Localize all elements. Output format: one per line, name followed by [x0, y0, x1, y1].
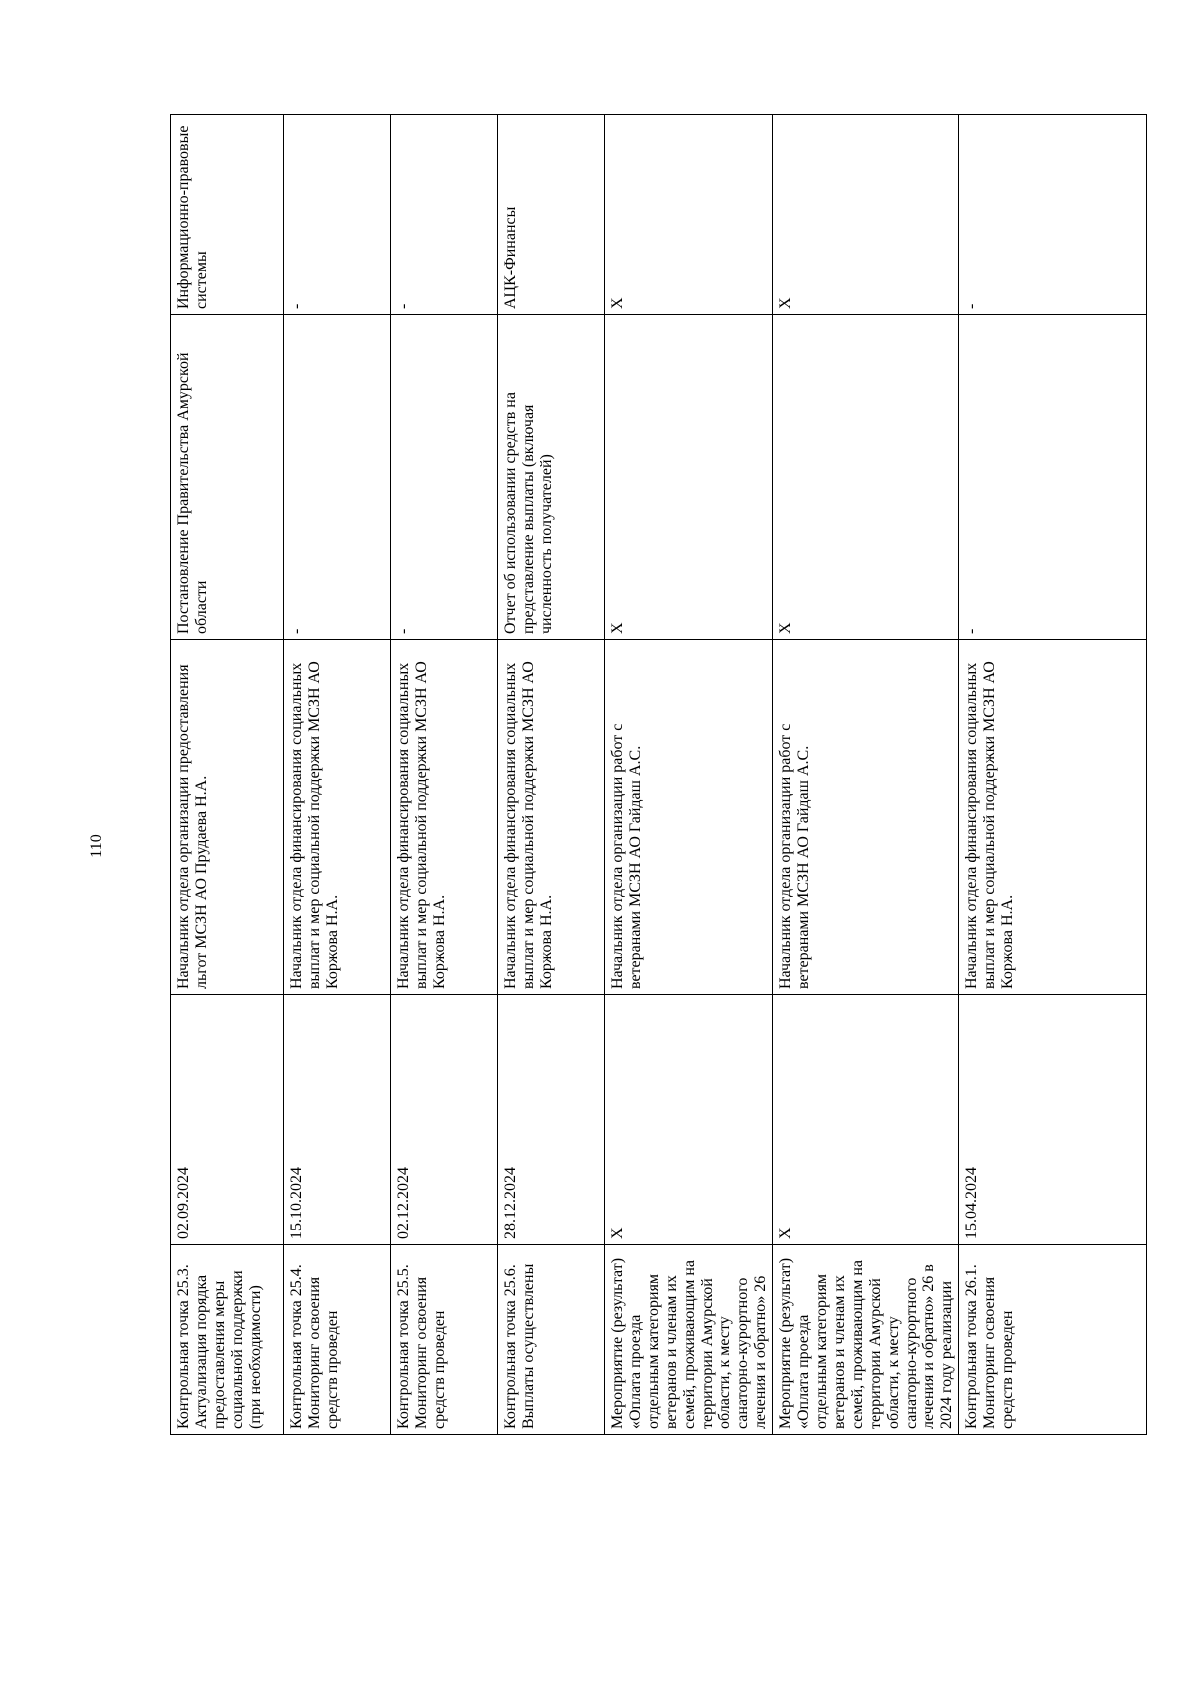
- responsible-cell: Начальник отдела финансирования социальных выплат и мер социальной поддержки МСЗН АО Коржова Н.А.: [498, 640, 605, 995]
- control-points-table: [170, 114, 1147, 1435]
- document-cell: X: [773, 315, 959, 640]
- responsible-cell: Начальник отдела организации работ с ветеранами МСЗН АО Гайдаш А.С.: [773, 640, 959, 995]
- date-cell: 15.10.2024: [284, 995, 391, 1245]
- system-cell: X: [605, 115, 773, 315]
- document-cell: Отчет об использовании средств на представление выплаты (включая численность получателей): [498, 315, 605, 640]
- system-cell: X: [773, 115, 959, 315]
- event-cell: Контрольная точка 25.6. Выплаты осуществлены: [498, 1245, 605, 1435]
- table-row: [605, 115, 773, 1435]
- document-cell: -: [284, 315, 391, 640]
- event-cell: Контрольная точка 25.3. Актуализация порядка предоставления меры социальной поддержки (при необходимости): [171, 1245, 284, 1435]
- system-cell: -: [284, 115, 391, 315]
- document-cell: X: [605, 315, 773, 640]
- table-row: [773, 115, 959, 1435]
- system-cell: -: [391, 115, 498, 315]
- event-cell: Мероприятие (результат) «Оплата проезда отдельным категориям ветеранов и членам их семей, проживающим на территории Амурской области, к месту санаторно-курортного лечения и обратно» 26: [605, 1245, 773, 1435]
- document-cell: Постановление Правительства Амурской области: [171, 315, 284, 640]
- document-cell: -: [391, 315, 498, 640]
- date-cell: 28.12.2024: [498, 995, 605, 1245]
- table-row: [391, 115, 498, 1435]
- rotated-table-container: [170, 115, 1135, 1435]
- system-cell: АЦК-Финансы: [498, 115, 605, 315]
- table-row: [284, 115, 391, 1435]
- responsible-cell: Начальник отдела организации работ с ветеранами МСЗН АО Гайдаш А.С.: [605, 640, 773, 995]
- date-cell: X: [773, 995, 959, 1245]
- date-cell: X: [605, 995, 773, 1245]
- date-cell: 02.09.2024: [171, 995, 284, 1245]
- date-cell: 02.12.2024: [391, 995, 498, 1245]
- event-cell: Контрольная точка 26.1. Мониторинг освоения средств проведен: [959, 1245, 1147, 1435]
- event-cell: Контрольная точка 25.5. Мониторинг освоения средств проведен: [391, 1245, 498, 1435]
- table-row: [171, 115, 284, 1435]
- event-cell: Контрольная точка 25.4. Мониторинг освоения средств проведен: [284, 1245, 391, 1435]
- responsible-cell: Начальник отдела финансирования социальных выплат и мер социальной поддержки МСЗН АО Коржова Н.А.: [391, 640, 498, 995]
- page-number: 110: [88, 834, 105, 858]
- responsible-cell: Начальник отдела организации предоставления льгот МСЗН АО Прудаева Н.А.: [171, 640, 284, 995]
- table-row: [959, 115, 1147, 1435]
- system-cell: Информационно-правовые системы: [171, 115, 284, 315]
- document-cell: -: [959, 315, 1147, 640]
- event-cell: Мероприятие (результат) «Оплата проезда отдельным категориям ветеранов и членам их семей, проживающим на территории Амурской области, к месту санаторно-курортного лечения и обратно» 26 в 2024 году реализации: [773, 1245, 959, 1435]
- responsible-cell: Начальник отдела финансирования социальных выплат и мер социальной поддержки МСЗН АО Коржова Н.А.: [284, 640, 391, 995]
- date-cell: 15.04.2024: [959, 995, 1147, 1245]
- responsible-cell: Начальник отдела финансирования социальных выплат и мер социальной поддержки МСЗН АО Коржова Н.А.: [959, 640, 1147, 995]
- table-row: [498, 115, 605, 1435]
- system-cell: -: [959, 115, 1147, 315]
